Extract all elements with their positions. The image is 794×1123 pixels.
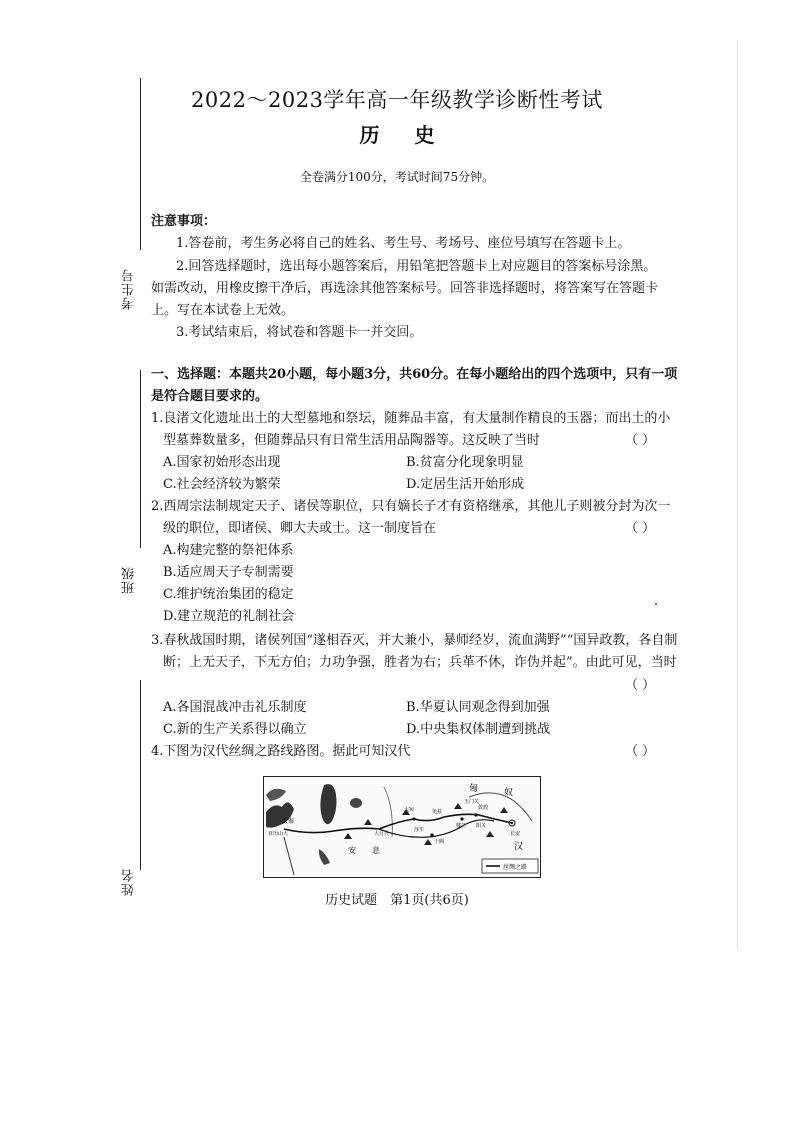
river (384, 787, 392, 837)
map-legend-label: 丝绸之路 (503, 864, 528, 871)
label-dayuan: 大宛 (404, 807, 415, 813)
caspian-sea (320, 784, 336, 824)
q3-stem-line2: 断；上无天子，下无方伯；力功争强，胜者为右；兵革不休，诈伪并起”。由此可见，当时 (163, 655, 677, 670)
notice-item-2-line3: 上。写在本试卷上无效。 (151, 303, 295, 318)
q4-stem-line1: 4.下图为汉代丝绸之路线路图。据此可知汉代 (151, 744, 411, 759)
q2-option-a: A.构建完整的祭祀体系 (163, 543, 294, 558)
label-xiongnu-1: 匈 (469, 784, 479, 794)
silk-road-map-svg (264, 777, 540, 877)
q2-answer-paren: （ ） (625, 521, 656, 536)
label-dayuezhi: 大月氏 (374, 831, 390, 837)
persian-gulf (319, 849, 330, 865)
q2-stem-line1: 2.西周宗法制规定天子、诸侯等职位，只有嫡长子才有资格继承，其他儿子则被分封为次一 (151, 499, 671, 514)
label-daqin: 大秦 (282, 818, 295, 825)
notice-item-2-line2: 如需改动，用橡皮擦干净后，再选涂其他答案标号。回答非选择题时，将答案写在答题卡 (151, 281, 659, 296)
section-instructions-line1: 一、选择题：本题共20小题，每小题3分，共60分。在每小题给出的四个选项中，只有一项 (151, 367, 678, 382)
label-alexandria: 亚历山大 (268, 831, 289, 837)
label-changan: 长安 (510, 831, 521, 837)
q1-option-a: A.国家初始形态出现 (163, 455, 281, 470)
q1-option-d: D.定居生活开始形成 (406, 477, 525, 492)
class-label: 班级 (122, 566, 137, 594)
label-yumenguan: 玉门关 (464, 799, 480, 805)
label-qiuci: 龟兹 (432, 809, 443, 815)
silk-road-map (263, 776, 541, 878)
q3-answer-paren: （ ） (625, 678, 656, 693)
speck (655, 603, 657, 605)
binding-line-lower (140, 680, 141, 870)
q2-option-b: B.适应周天子专制需要 (163, 565, 294, 580)
q3-option-a: A.各国混战冲击礼乐制度 (163, 700, 307, 715)
label-anxi-1: 安 (348, 846, 356, 855)
q1-option-b: B.贫富分化现象明显 (406, 455, 524, 470)
exam-number-label: 考生号 (122, 268, 137, 310)
name-label: 姓名 (122, 868, 137, 896)
label-han: 汉 (514, 842, 524, 852)
label-loulan: 楼兰 (456, 823, 467, 829)
exam-title: 2022～2023学年高一年级教学诊断性考试 (191, 88, 603, 112)
q3-stem-line1: 3.春秋战国时期，诸侯列国“遂相吞灭，并大兼小，暴师经岁，流血满野”“国异政教，各自制 (151, 633, 678, 648)
q1-answer-paren: （ ） (625, 433, 656, 448)
scoring-info: 全卷满分100分，考试时间75分钟。 (299, 170, 495, 184)
binding-line-middle (140, 370, 141, 548)
notice-heading: 注意事项： (151, 214, 217, 229)
notice-item-3: 3.考试结束后，将试卷和答题卡一并交回。 (176, 325, 423, 340)
q3-option-d: D.中央集权体制遭到挑战 (406, 722, 551, 737)
page-footer: 历史试题 第1页(共6页) (325, 893, 469, 908)
q3-option-b: B.华夏认同观念得到加强 (406, 700, 550, 715)
q2-option-d: D.建立规范的礼制社会 (163, 609, 295, 624)
notice-item-2-line1: 2.回答选择题时，选出每小题答案后，用铅笔把答题卡上对应题目的答案标号涂黑。 (176, 259, 657, 274)
label-yangguan: 阳关 (476, 823, 487, 829)
notice-item-1: 1.答卷前，考生务必将自己的姓名、考生号、考场号、座位号填写在答题卡上。 (176, 236, 631, 251)
label-anxi-2: 息 (372, 846, 380, 855)
q1-option-c: C.社会经济较为繁荣 (163, 477, 281, 492)
aral-sea (350, 798, 362, 808)
q2-stem-line2: 级的职位，即诸侯、卿大夫或士。这一制度旨在 (163, 521, 437, 536)
section-instructions-line2: 是符合题目要求的。 (151, 389, 269, 404)
q1-stem-line2: 型墓葬数量多，但随葬品只有日常生活用品陶器等。这反映了当时 (163, 433, 541, 448)
label-xiongnu-2: 奴 (504, 788, 514, 798)
q4-answer-paren: （ ） (625, 744, 656, 759)
label-shache: 莎车 (414, 827, 425, 833)
black-sea (266, 789, 286, 801)
label-yutian: 于阗 (434, 839, 445, 845)
q1-stem-line1: 1.良渚文化遗址出土的大型墓地和祭坛，随葬品丰富，有大量制作精良的玉器；而出土的小 (151, 411, 671, 426)
label-dunhuang: 敦煌 (478, 805, 489, 811)
nile-river (284, 837, 294, 875)
q2-option-c: C.维护统治集团的稳定 (163, 587, 294, 602)
q3-option-c: C.新的生产关系得以确立 (163, 722, 307, 737)
subject-title: 历 史 (359, 123, 449, 147)
